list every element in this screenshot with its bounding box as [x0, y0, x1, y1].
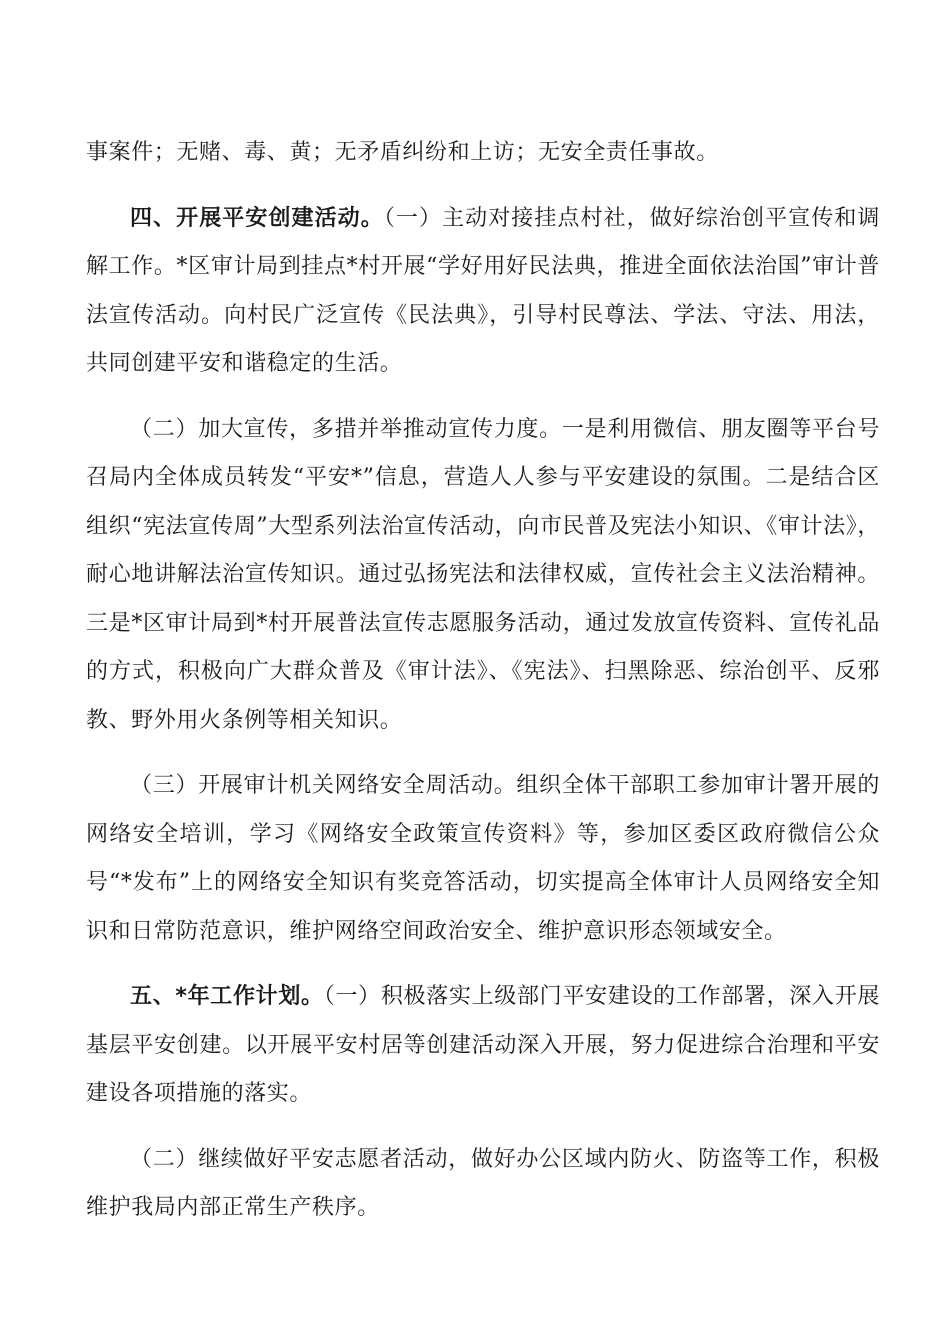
paragraph-text: （一）积极落实上级部门平安建设的工作部署，深入开展基层平安创建。以开展平安村居等创建活动深入开展，努力促进综合治理和平安建设各项措施的落实。 [86, 984, 880, 1106]
paragraph-section-four [86, 195, 880, 389]
paragraph-text: （三）开展审计机关网络安全周活动。组织全体干部职工参加审计署开展的网络安全培训，学习《网络安全政策宣传资料》等，参加区委区政府微信公众号“*发布”上的网络安全知识有奖竞答活动，切实提高全体审计人员网络安全知识和日常防范意识，维护网络空间政治安全、维护意识形态领域安全。 [86, 773, 880, 944]
paragraph-volunteer [86, 1136, 880, 1233]
section-heading: 四、开展平安创建活动。 [130, 205, 384, 231]
paragraph-section-five [86, 973, 880, 1119]
document-page [86, 129, 880, 1250]
paragraph-text: （二）继续做好平安志愿者活动，做好办公区域内防火、防盗等工作，积极维护我局内部正常生产秩序。 [86, 1146, 880, 1220]
paragraph-text: （一）主动对接挂点村社，做好综治创平宣传和调解工作。*区审计局到挂点*村开展“学好用好民法典，推进全面依法治国”审计普法宣传活动。向村民广泛宣传《民法典》，引导村民尊法、学法、守法、用法，共同创建平安和谐稳定的生活。 [86, 205, 880, 376]
paragraph-continuation [86, 129, 880, 178]
paragraph-network-security [86, 762, 880, 956]
paragraph-publicity [86, 406, 880, 746]
paragraph-text: （二）加大宣传，多措并举推动宣传力度。一是利用微信、朋友圈等平台号召局内全体成员转发“平安*”信息，营造人人参与平安建设的氛围。二是结合区组织“宪法宣传周”大型系列法治宣传活动，向市民普及宪法小知识、《审计法》，耐心地讲解法治宣传知识。通过弘扬宪法和法律权威，宣传社会主义法治精神。三是*区审计局到*村开展普法宣传志愿服务活动，通过发放宣传资料、宣传礼品的方式，积极向广大群众普及《审计法》、《宪法》、扫黑除恶、综治创平、反邪教、野外用火条例等相关知识。 [86, 416, 880, 733]
section-heading: 五、*年工作计划。 [130, 984, 324, 1009]
paragraph-text: 事案件；无赌、毒、黄；无矛盾纠纷和上访；无安全责任事故。 [86, 140, 719, 165]
